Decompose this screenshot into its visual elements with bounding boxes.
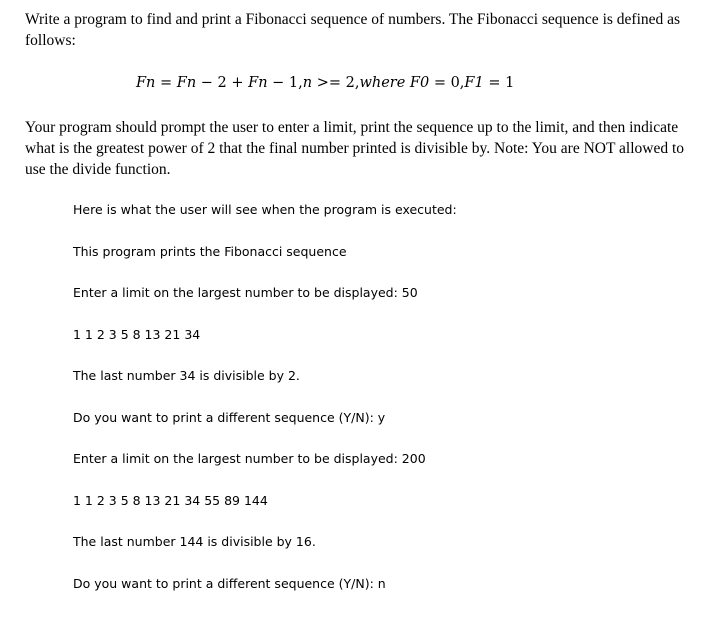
session-line-9: Do you want to print a different sequence (Y/N): n [73,576,386,591]
formula-minus-2: − 2 + [196,75,249,91]
formula-fn-minus-2: Fn [176,75,197,91]
session-line-4: The last number 34 is divisible by 2. [73,368,300,383]
formula-fn-minus-1: Fn [248,75,268,91]
formula-condition: >= 2, [312,75,360,91]
session-line-6: Enter a limit on the largest number to be displayed: 200 [73,451,426,466]
formula-f1-value: = 1 [483,75,515,91]
session-line-7: 1 1 2 3 5 8 13 21 34 55 89 144 [73,493,268,508]
formula-f1: F1 [464,75,484,91]
session-line-1: This program prints the Fibonacci sequence [73,244,347,259]
instructions-paragraph: Your program should prompt the user to enter a limit, print the sequence up to the limit, and then indicate what is the greatest power of 2 that the final number printed is divisible by. Note: You are NOT allowed to use the divide function. [25,119,685,178]
formula-f0-value: = 0, [429,75,465,91]
formula-equals: = [155,75,177,91]
formula-fn-lhs: Fn [136,75,156,91]
session-heading: Here is what the user will see when the program is executed: [73,202,457,217]
session-line-5: Do you want to print a different sequence (Y/N): y [73,410,386,425]
fibonacci-formula [136,73,514,93]
session-line-3: 1 1 2 3 5 8 13 21 34 [73,327,201,342]
session-line-8: The last number 144 is divisible by 16. [73,534,316,549]
formula-n-var: n [302,75,313,91]
formula-minus-1: − 1, [267,75,303,91]
session-line-2: Enter a limit on the largest number to be displayed: 50 [73,285,418,300]
formula-f0: F0 [405,75,430,91]
intro-paragraph: Write a program to find and print a Fibonacci sequence of numbers. The Fibonacci sequence is defined as follows: [25,11,681,49]
formula-where: where [359,75,406,91]
